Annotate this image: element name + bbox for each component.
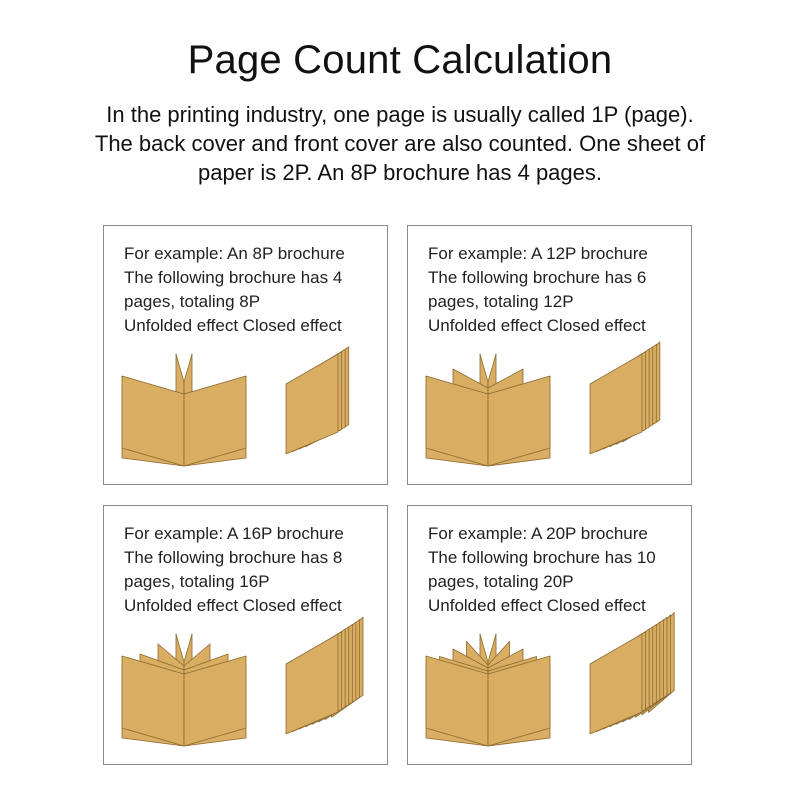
example-card-8p: [103, 225, 388, 485]
intro-line: The back cover and front cover are also counted. One sheet of: [94, 131, 706, 156]
closed-page: [590, 354, 642, 454]
example-card-20p: [407, 505, 692, 765]
example-caption: Unfolded effect Closed effect: [124, 596, 342, 615]
example-line: pages, totaling 8P: [124, 292, 261, 311]
example-line: The following brochure has 10: [428, 548, 656, 567]
example-heading: For example: A 16P brochure: [124, 524, 344, 543]
example-line: pages, totaling 16P: [124, 572, 270, 591]
closed-page: [286, 354, 338, 454]
example-card-16p: [103, 505, 388, 765]
example-caption: Unfolded effect Closed effect: [428, 596, 646, 615]
brochure-illustration: [408, 506, 693, 766]
example-heading: For example: A 12P brochure: [428, 244, 648, 263]
intro-line: In the printing industry, one page is usually called 1P (page).: [106, 102, 694, 127]
brochure-illustration: [408, 226, 693, 486]
example-line: The following brochure has 4: [124, 268, 343, 287]
page-title: Page Count Calculation: [187, 38, 613, 82]
example-line: pages, totaling 12P: [428, 292, 574, 311]
example-caption: Unfolded effect Closed effect: [428, 316, 646, 335]
example-line: The following brochure has 8: [124, 548, 343, 567]
intro-paragraph: [40, 100, 760, 187]
brochure-illustration: [104, 506, 389, 766]
example-heading: For example: An 8P brochure: [124, 244, 345, 263]
closed-page: [590, 634, 642, 734]
closed-page: [286, 634, 338, 734]
example-card-12p: [407, 225, 692, 485]
intro-line: paper is 2P. An 8P brochure has 4 pages.: [197, 160, 603, 185]
example-caption: Unfolded effect Closed effect: [124, 316, 342, 335]
example-line: The following brochure has 6: [428, 268, 647, 287]
example-heading: For example: A 20P brochure: [428, 524, 648, 543]
example-line: pages, totaling 20P: [428, 572, 574, 591]
brochure-illustration: [104, 226, 389, 486]
